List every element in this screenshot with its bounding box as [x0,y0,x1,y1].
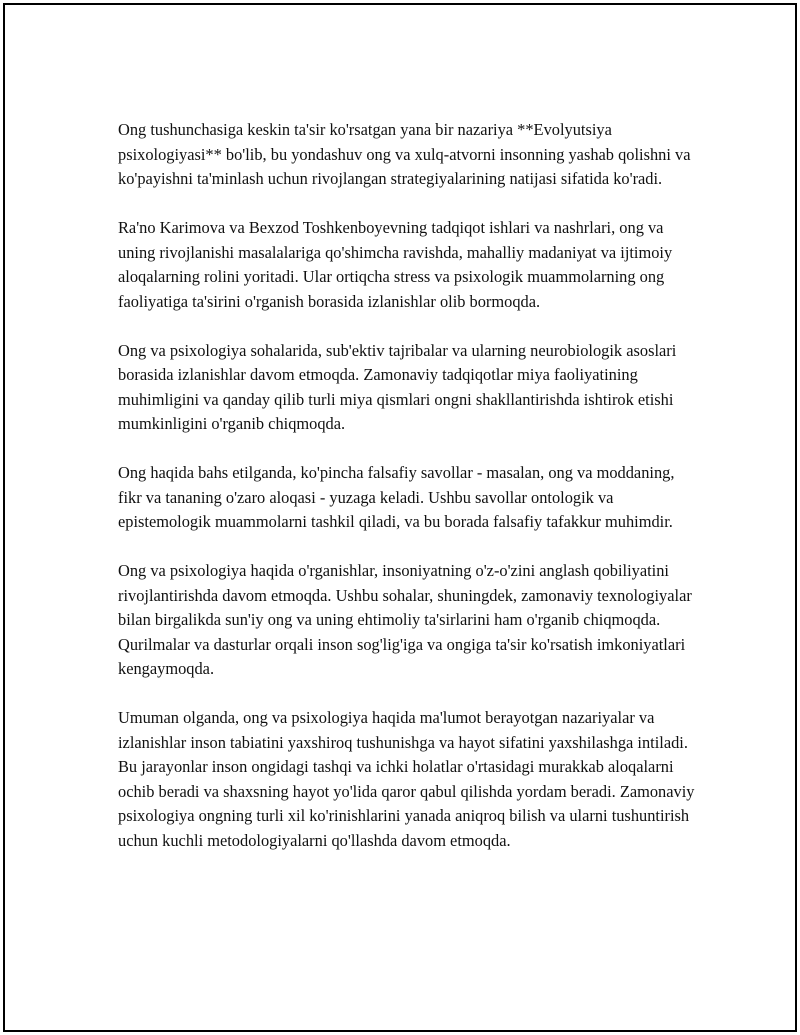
paragraph-conclusion: Umuman olganda, ong va psixologiya haqida ma'lumot berayotgan nazariyalar va izlanishlar inson tabiatini yaxshiroq tushunishga va hayot sifatini yaxshilashga intiladi. Bu jarayonlar inson ongidagi tashqi va ichki holatlar o'rtasidagi murakkab aloqalarni ochib beradi va shaxsning hayot yo'lida qaror qabul qilishda yordam beradi. Zamonaviy psixologiya ongning turli xil ko'rinishlarini yanada aniqroq bilish va ularni tushuntirish uchun kuchli metodologiyalarni qo'llashda davom etmoqda. [118,708,695,850]
paragraph-karimova-toshkenboyev: Ra'no Karimova va Bexzod Toshkenboyevning tadqiqot ishlari va nashrlari, ong va uning rivojlanishi masalalariga qo'shimcha ravishda, mahalliy madaniyat va ijtimoiy aloqalarning rolini yoritadi. Ular ortiqcha stress va psixologik muammolarning ong faoliyatiga ta'sirini o'rganish borasida izlanishlar olib bormoqda. [118,218,673,311]
paragraph-neurobiology: Ong va psixologiya sohalarida, sub'ektiv tajribalar va ularning neurobiologik asoslari borasida izlanishlar davom etmoqda. Zamonaviy tadqiqotlar miya faoliyatining muhimligini va qanday qilib turli miya qismlari ongni shakllantirishda ishtirok etishi mumkinligini o'rganib chiqmoqda. [118,340,677,433]
paragraph-self-awareness: Ong va psixologiya haqida o'rganishlar, insoniyatning o'z-o'zini anglash qobiliyatini rivojlantirishda davom etmoqda. Ushbu sohalar, shuningdek, zamonaviy texnologiyalar bilan birgalikda sun'iy ong va uning ehtimoliy ta'sirlarini ham o'rganib chiqmoqda. Qurilmalar va dasturlar orqali inson sog'lig'iga va ongiga ta'sir ko'rsatish imkoniyatlari kengaymoqda. [118,561,692,678]
paragraph-evolutionary-psychology: Ong tushunchasiga keskin ta'sir ko'rsatgan yana bir nazariya **Evolyutsiya psixologiyasi** bo'lib, bu yondashuv ong va xulq-atvorni insonning yashab qolishni va ko'payishni ta'minlash uchun rivojlangan strategiyalarining natijasi sifatida ko'radi. [118,120,691,188]
paragraph-philosophy: Ong haqida bahs etilganda, ko'pincha falsafiy savollar - masalan, ong va moddaning, fikr va tananing o'zaro aloqasi - yuzaga keladi. Ushbu savollar ontologik va epistemologik muammolarni tashkil qiladi, va bu borada falsafiy tafakkur muhimdir. [118,463,675,531]
document-body [118,118,698,853]
